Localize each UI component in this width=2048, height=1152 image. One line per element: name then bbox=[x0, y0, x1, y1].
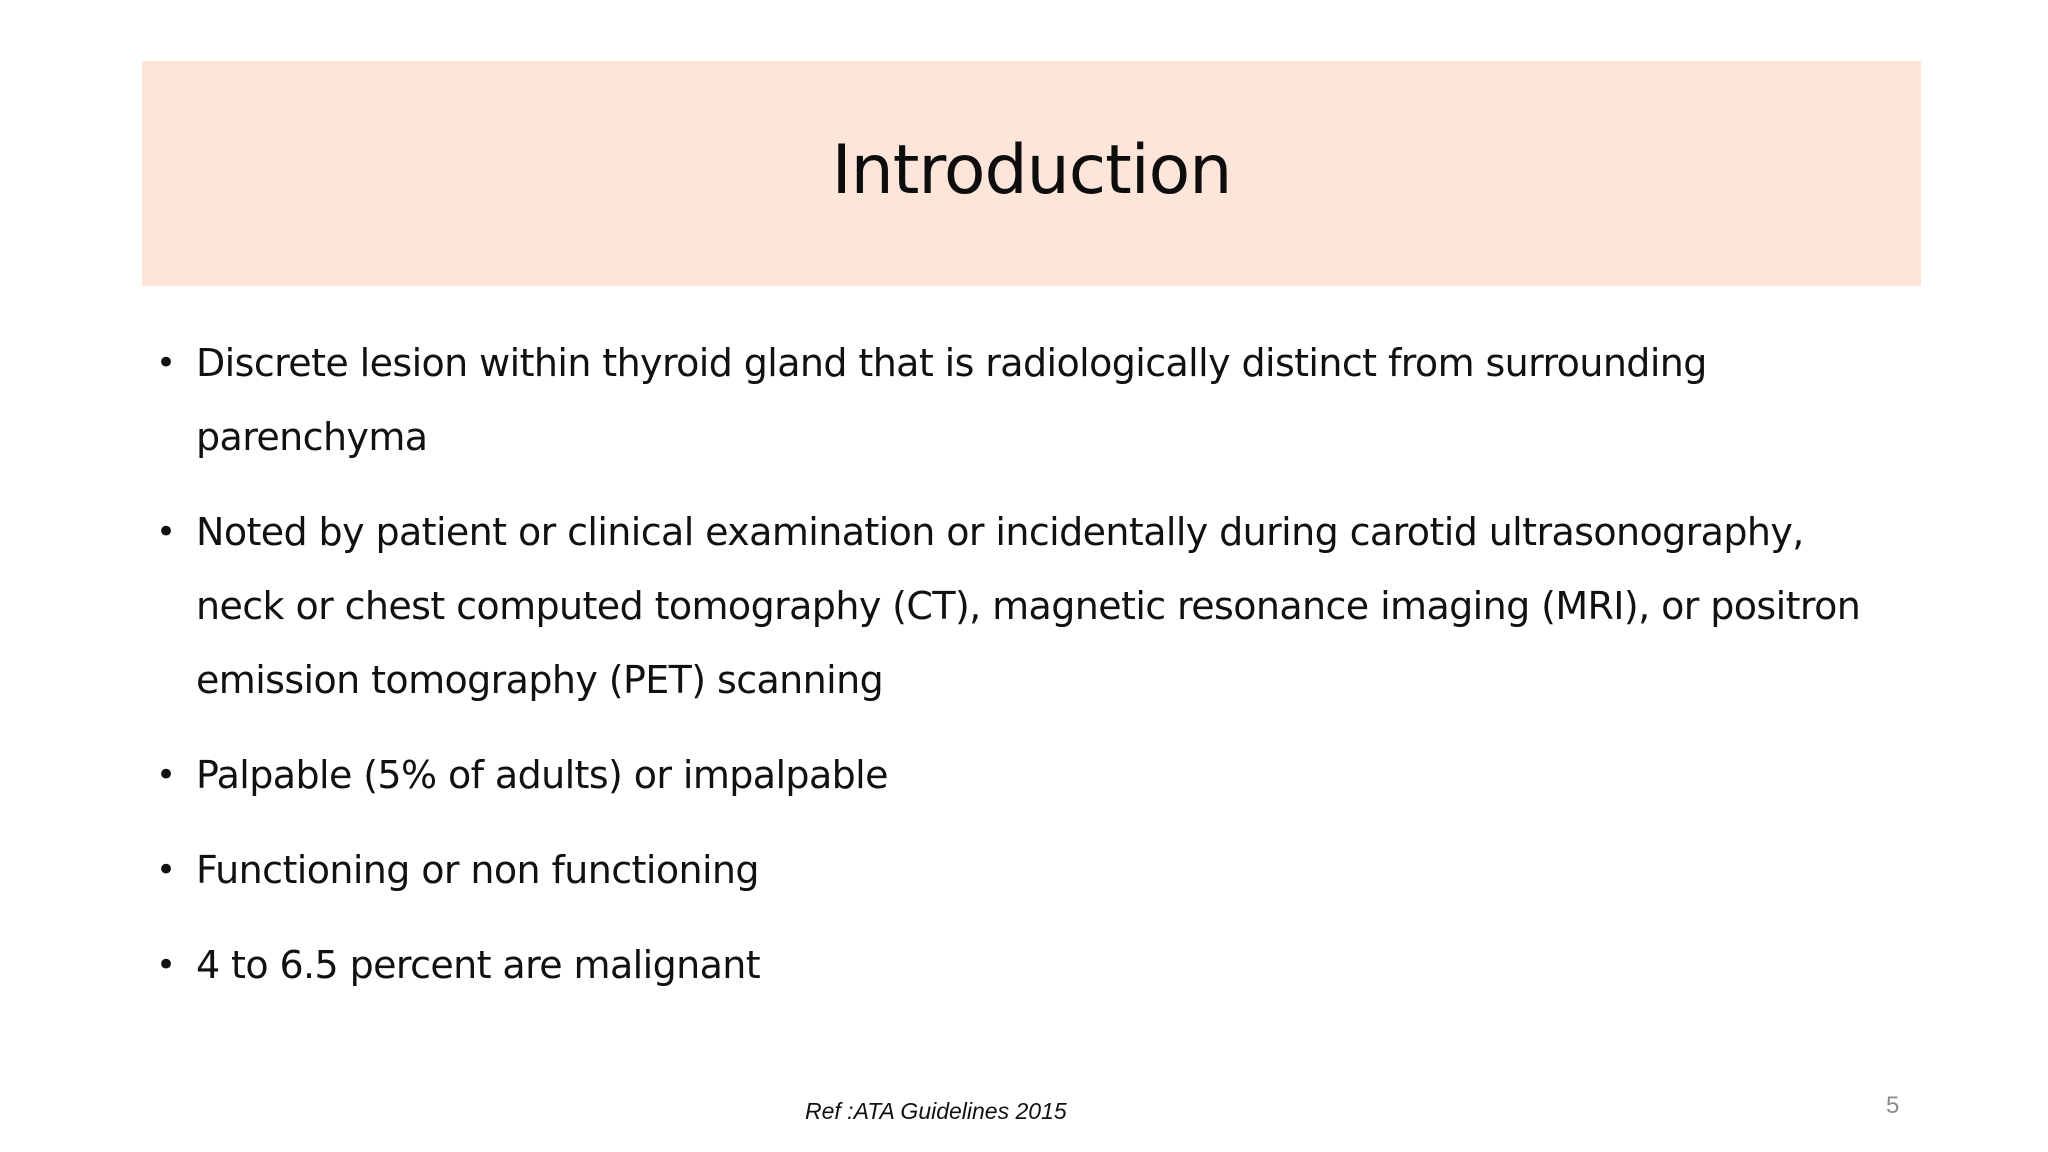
bullet-text: Noted by patient or clinical examination or incidentally during carotid ultrasonography, neck or chest computed tomography (CT), magnetic resonance imaging (MRI), or positron emission tomography (PET) scanning bbox=[196, 510, 1861, 702]
bullet-dot-icon: • bbox=[156, 755, 176, 795]
bullet-dot-icon: • bbox=[156, 945, 176, 985]
bullet-text: Palpable (5% of adults) or impalpable bbox=[196, 753, 888, 797]
bullet-item bbox=[150, 833, 1900, 907]
bullet-dot-icon: • bbox=[156, 850, 176, 890]
bullet-item bbox=[150, 326, 1900, 474]
reference-note: Ref :ATA Guidelines 2015 bbox=[805, 1098, 1067, 1124]
bullet-text: 4 to 6.5 percent are malignant bbox=[196, 943, 761, 987]
bullet-item bbox=[150, 495, 1900, 717]
slide-title: Introduction bbox=[831, 131, 1232, 210]
bullet-text: Discrete lesion within thyroid gland that is radiologically distinct from surrounding parenchyma bbox=[196, 341, 1707, 459]
title-band bbox=[142, 61, 1921, 286]
bullet-list bbox=[150, 326, 1900, 1023]
bullet-text: Functioning or non functioning bbox=[196, 848, 759, 892]
bullet-dot-icon: • bbox=[156, 512, 176, 552]
page-number: 5 bbox=[1886, 1092, 1900, 1119]
bullet-item bbox=[150, 738, 1900, 812]
bullet-dot-icon: • bbox=[156, 343, 176, 383]
bullet-item bbox=[150, 928, 1900, 1002]
